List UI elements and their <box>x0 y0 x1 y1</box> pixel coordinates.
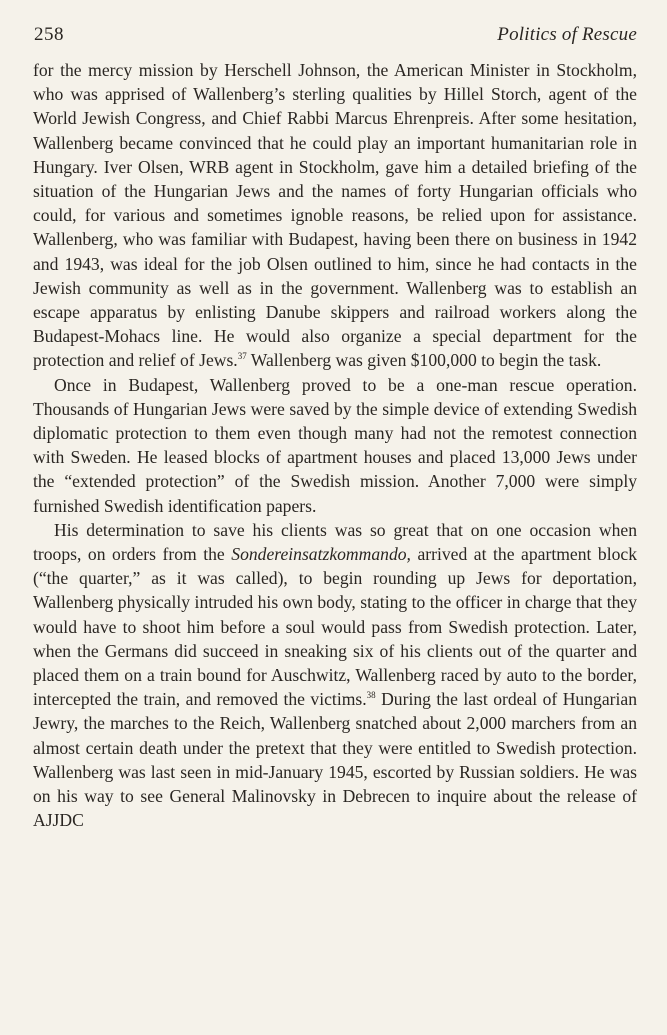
running-head <box>34 24 637 52</box>
paragraph-1-text-b: Wallenberg was given $100,000 to begin the task. <box>246 350 602 371</box>
paragraph-2: Once in Budapest, Wallenberg proved to be a one-man rescue operation. Thousands of Hungarian Jews were saved by the simple device of extending Swedish diplomatic protection to them even though many had not the remotest connection with Sweden. He leased blocks of apartment houses and placed 13,000 Jews under the “extended protection” of the Swedish mission. Another 7,000 were simply furnished Swedish identification papers. <box>33 374 637 516</box>
paragraph-1 <box>33 58 637 373</box>
footnote-ref-37: 37 <box>237 351 247 362</box>
paragraph-3-text-c: During the last ordeal of Hungarian Jewry, the marches to the Reich, Wallenberg snatched about 2,000 marchers from an almost certain death under the pretext that they were entitled to Swedish protection. Wallenberg was last seen in mid-January 1945, escorted by Russian soldiers. He was on his way to see General Malinovsky in Debrecen to inquire about the release of AJJDC <box>33 689 637 831</box>
paragraph-3 <box>33 518 637 833</box>
italic-term: Sondereinsatzkommando, <box>231 544 411 565</box>
paragraph-1-text-a: for the mercy mission by Herschell Johnson, the American Minister in Stockholm, who was apprised of Wallenberg’s sterling qualities by Hillel Storch, agent of the World Jewish Congress, and Chief Rabbi Marcus Ehrenpreis. After some hesitation, Wallenberg became convinced that he could play an important humanitarian role in Hungary. Iver Olsen, WRB agent in Stockholm, gave him a detailed briefing of the situation of the Hungarian Jews and the names of forty Hungarian officials who could, for various and sometimes ignoble reasons, be relied upon for assistance. Wallenberg, who was familiar with Budapest, having been there on business in 1942 and 1943, was ideal for the job Olsen outlined to him, since he had contacts in the Jewish community as well as in the government. Wallenberg was to establish an escape apparatus by enlisting Danube skippers and railroad workers along the Budapest-Mohacs line. He would also organize a special department for the protection and relief of Jews. <box>33 60 637 371</box>
page-number: 258 <box>34 24 64 45</box>
footnote-ref-38: 38 <box>366 690 376 701</box>
paragraph-3-text-a: His determination to save his clients was so great that on one occasion when troops, on orders from the <box>33 519 637 565</box>
running-title: Politics of Rescue <box>497 24 637 45</box>
paragraph-3-text-b: arrived at the apartment block (“the quarter,” as it was called), to begin rounding up Jews for deportation, Wallenberg physically intruded his own body, stating to the officer in charge that they would have to shoot him before a soul would pass from Swedish protection. Later, when the Germans did succeed in sneaking six of his clients out of the quarter and placed them on a train bound for Auschwitz, Wallenberg raced by auto to the border, intercepted the train, and removed the victims. <box>33 544 637 710</box>
body-text <box>33 58 637 833</box>
